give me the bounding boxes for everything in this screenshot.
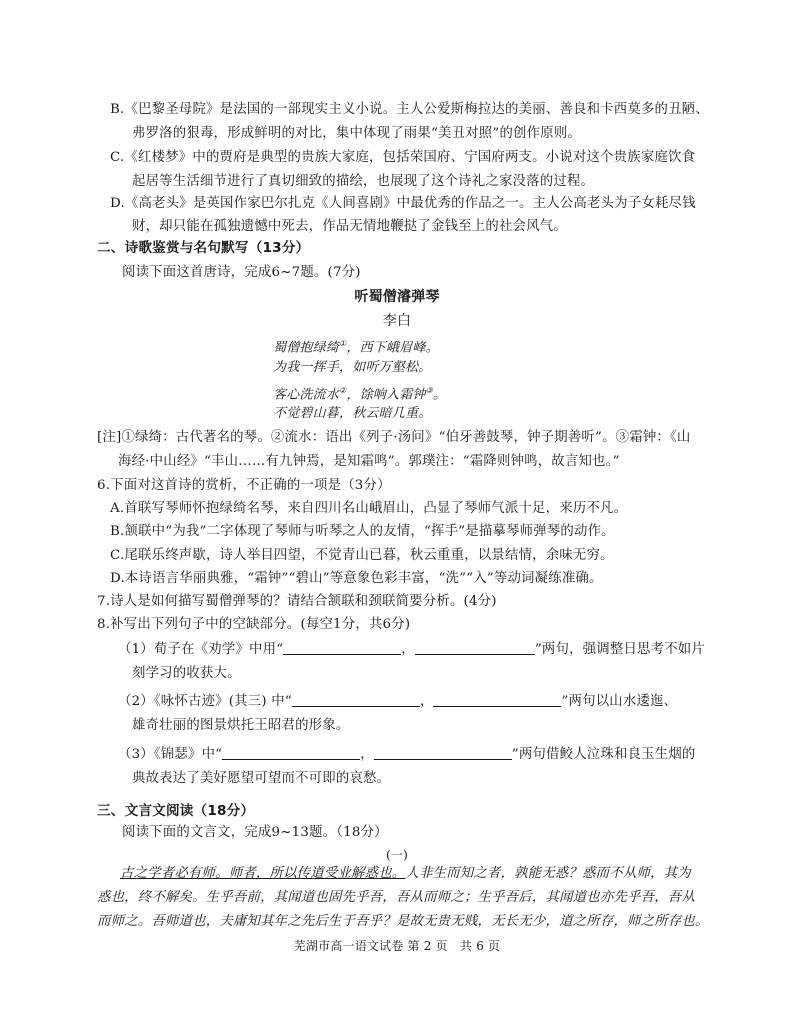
q5-option-d-line1: D.《高老头》是英国作家巴尔扎克《人间喜剧》中最优秀的作品之一。主人公高老头为子女耗尽钱 — [110, 196, 696, 211]
poem-line-3-a: 客心洗流水 — [273, 387, 340, 403]
passage-underlined: 古之学者必有师。师者，所以传道受业解惑也。 — [120, 866, 406, 881]
section2-intro: 阅读下面这首唐诗，完成6~7题。(7分) — [122, 265, 361, 280]
q8-3-blank-2[interactable] — [374, 745, 512, 760]
q8-3-suffix: ”两句借鲛人泣珠和良玉生烟的 — [511, 747, 696, 762]
q8-2-blank-1[interactable] — [292, 692, 420, 707]
q8-2-suffix: ”两句以山水逶迤、 — [561, 694, 678, 709]
q8-1-prefix: （1）荀子在《劝学》中用“ — [118, 642, 284, 657]
poem-line-4: 不觉碧山暮，秋云暗几重。 — [273, 406, 432, 421]
q5-option-b-line2: 弗罗洛的狠毒，形成鲜明的对比，集中体现了雨果“美丑对照”的创作原则。 — [132, 126, 581, 141]
q6-option-a: A.首联写琴师怀抱绿绮名琴，来自四川名山峨眉山，凸显了琴师气派十足，来历不凡。 — [110, 501, 628, 516]
poem-line-1-a: 蜀僧抱绿绮 — [273, 340, 340, 356]
note-mark-2: ② — [339, 386, 347, 395]
poem-note-line1: [注]①绿绮：古代著名的琴。②流水：语出《列子·汤问》“伯牙善鼓琴，钟子期善听”。③霜钟：《山 — [97, 430, 691, 445]
poem-line-3-c: 。 — [432, 387, 447, 403]
passage-part-label: (一) — [386, 848, 408, 862]
q8-1-suffix: ”两句，强调整日思考不如片 — [534, 642, 705, 657]
q7-stem: 7.诗人是如何描写蜀僧弹琴的？请结合颔联和颈联简要分析。(4分) — [97, 594, 497, 609]
poem-title: 听蜀僧濬弹琴 — [354, 289, 440, 305]
section3-heading: 三、文言文阅读（18分） — [97, 803, 255, 819]
q8-item-2-cont: 雄奇壮丽的图景烘托王昭君的形象。 — [132, 718, 350, 733]
section3-intro: 阅读下面的文言文，完成9~13题。（18分） — [122, 825, 388, 840]
q8-2-blank-2[interactable] — [433, 692, 561, 707]
q8-1-blank-2[interactable] — [415, 640, 535, 655]
poem-line-2: 为我一挥手，如听万壑松。 — [273, 360, 432, 375]
q8-item-3-cont: 典故表达了美好愿望可望而不可即的哀愁。 — [132, 771, 391, 786]
q8-item-3 — [118, 745, 696, 765]
q8-3-blank-1[interactable] — [222, 745, 360, 760]
page-footer: 芜湖市高一语文试卷 第 2 页 共 6 页 — [293, 939, 501, 953]
note-mark-3: ③ — [425, 386, 433, 395]
q5-option-c-line1: C.《红楼梦》中的贾府是典型的贵族大家庭，包括荣国府、宁国府两支。小说对这个贵族家庭饮食 — [110, 150, 696, 165]
q8-item-2 — [118, 692, 677, 712]
poem-note-line2: 海经·中山经》“丰山……有九钟焉，是知霜鸣”。郭璞注：“霜降则钟鸣，故言知也。” — [118, 454, 620, 469]
q8-2-prefix: （2）《咏怀古迹》(其三) 中“ — [118, 694, 292, 709]
q6-option-c: C.尾联乐终声歇，诗人举目四望，不觉青山已暮，秋云重重，以景结情，余味无穷。 — [110, 548, 614, 563]
q6-option-b: B.颔联中“为我”二字体现了琴师与听琴之人的友情，“挥手”是描摹琴师弹琴的动作。 — [110, 524, 615, 539]
q8-3-comma: ， — [360, 747, 374, 762]
q6-stem: 6.下面对这首诗的赏析，不正确的一项是（3分） — [97, 478, 391, 493]
passage-line-3: 而师之。吾师道也，夫庸知其年之先后生于吾乎？是故无贵无贱，无长无少，道之所存，师之所存也。 — [97, 914, 709, 929]
q8-2-comma: ， — [419, 694, 434, 709]
passage-line-1-rest: 人非生而知之者，孰能无惑？惑而不从师，其为 — [405, 866, 691, 881]
passage-line-1 — [120, 864, 691, 884]
q8-1-blank-1[interactable] — [283, 640, 401, 655]
section2-heading: 二、诗歌鉴赏与名句默写（13分） — [97, 240, 310, 256]
q8-stem: 8.补写出下列句子中的空缺部分。(每空1分，共6分) — [97, 617, 411, 632]
note-mark-1: ① — [339, 339, 347, 348]
q5-option-c-line2: 起居等生活细节进行了真切细致的描绘，也展现了这个诗礼之家没落的过程。 — [132, 174, 595, 189]
q8-item-1-cont: 刻学习的收获大。 — [132, 666, 241, 681]
q8-3-prefix: （3）《锦瑟》中“ — [118, 747, 223, 762]
q8-1-comma: ， — [401, 642, 415, 657]
poem-author: 李白 — [382, 313, 412, 329]
q5-option-d-line2: 财，却只能在孤独遗憾中死去，作品无情地鞭挞了金钱至上的社会风气。 — [132, 219, 567, 234]
q6-option-d: D.本诗语言华丽典雅，“霜钟”“碧山”等意象色彩丰富，“洗”“入”等动词凝练准确。 — [110, 571, 603, 586]
passage-line-2: 惑也，终不解矣。生乎吾前，其闻道也固先乎吾，吾从而师之；生乎吾后，其闻道也亦先乎吾，吾从 — [97, 890, 695, 905]
poem-line-3 — [273, 381, 446, 405]
q5-option-b-line1: B.《巴黎圣母院》是法国的一部现实主义小说。主人公爱斯梅拉达的美丽、善良和卡西莫多的丑陋、 — [110, 102, 709, 117]
poem-line-3-b: ，馀响入霜钟 — [346, 387, 426, 403]
poem-line-1 — [273, 334, 439, 358]
q8-item-1 — [118, 640, 705, 660]
poem-line-1-b: ，西下峨眉峰。 — [346, 340, 439, 356]
